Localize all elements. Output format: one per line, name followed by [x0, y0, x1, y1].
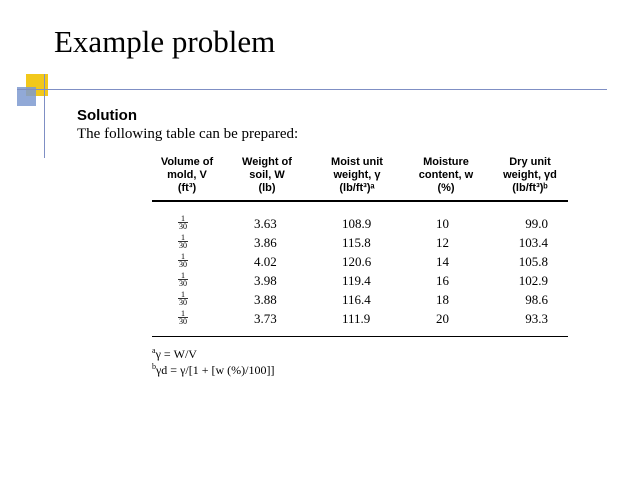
- table-bottom-rule: [152, 336, 568, 338]
- header-line: (ft³): [177, 182, 197, 194]
- header-line: (%): [437, 182, 455, 194]
- table-row: [152, 214, 568, 233]
- cell-volume: [176, 234, 190, 249]
- header-line: (lb): [258, 182, 276, 194]
- volume-denominator: 30: [179, 240, 187, 250]
- table-row: [152, 252, 568, 271]
- header-moist-unit-weight: [320, 156, 394, 195]
- cell-moist-unit-weight: 115.8: [342, 234, 371, 250]
- footnote-marker: a: [152, 346, 156, 355]
- cell-dry-unit-weight: 98.6: [525, 291, 548, 307]
- header-line: Moisture: [423, 156, 469, 168]
- table-header: [152, 156, 568, 200]
- decor-vertical-line: [44, 74, 45, 158]
- table-row: [152, 271, 568, 290]
- cell-weight: 3.63: [254, 215, 277, 231]
- cell-dry-unit-weight: 99.0: [525, 215, 548, 231]
- cell-moist-unit-weight: 108.9: [342, 215, 372, 231]
- header-line: Dry unit: [509, 156, 551, 168]
- volume-denominator: 30: [179, 278, 187, 288]
- volume-numerator: 1: [181, 232, 185, 242]
- cell-dry-unit-weight: 103.4: [518, 234, 548, 250]
- cell-weight: 3.86: [254, 234, 277, 250]
- header-line: weight, γd: [503, 169, 557, 181]
- volume-numerator: 1: [181, 251, 185, 261]
- cell-moist-unit-weight: 111.9: [342, 310, 371, 326]
- cell-weight: 3.73: [254, 310, 277, 326]
- cell-volume: [176, 291, 190, 306]
- cell-moist-unit-weight: 119.4: [342, 272, 371, 288]
- cell-weight: 4.02: [254, 253, 277, 269]
- volume-denominator: 30: [179, 259, 187, 269]
- footnote-text: γ = W/V: [155, 347, 197, 361]
- footnote-marker: b: [152, 362, 156, 371]
- header-line: Weight of: [242, 156, 292, 168]
- footnote-a: [152, 346, 197, 362]
- header-line: content, w: [418, 169, 474, 181]
- cell-weight: 3.98: [254, 272, 277, 288]
- header-volume: [152, 156, 222, 195]
- slide-title: Example problem: [54, 24, 276, 59]
- table-row: [152, 233, 568, 252]
- decor-horizontal-line: [17, 89, 607, 90]
- cell-moisture-content: 12: [436, 234, 449, 250]
- cell-volume: [176, 253, 190, 268]
- cell-volume: [176, 272, 190, 287]
- header-line: weight, γ: [333, 169, 381, 181]
- header-line: mold, V: [167, 169, 207, 181]
- header-line: (lb/ft³)ᵃ: [339, 182, 375, 194]
- volume-numerator: 1: [181, 308, 185, 318]
- header-line: (lb/ft³)ᵇ: [512, 182, 548, 194]
- header-dry-unit-weight: [492, 156, 568, 195]
- solution-heading: Solution: [77, 107, 137, 124]
- cell-moisture-content: 20: [436, 310, 449, 326]
- header-line: soil, W: [249, 169, 285, 181]
- cell-moisture-content: 14: [436, 253, 449, 269]
- footnote-b: [152, 362, 274, 378]
- cell-weight: 3.88: [254, 291, 277, 307]
- header-line: Moist unit: [331, 156, 383, 168]
- cell-dry-unit-weight: 102.9: [518, 272, 548, 288]
- compaction-table: [152, 156, 568, 337]
- table-body: [152, 202, 568, 326]
- volume-denominator: 30: [179, 221, 187, 231]
- volume-denominator: 30: [179, 297, 187, 307]
- cell-moisture-content: 18: [436, 291, 449, 307]
- cell-moist-unit-weight: 116.4: [342, 291, 371, 307]
- header-line: Volume of: [160, 156, 214, 168]
- volume-numerator: 1: [181, 270, 185, 280]
- cell-moisture-content: 16: [436, 272, 449, 288]
- cell-volume: [176, 215, 190, 230]
- volume-numerator: 1: [181, 213, 185, 223]
- cell-dry-unit-weight: 93.3: [525, 310, 548, 326]
- header-moisture-content: [404, 156, 488, 195]
- cell-dry-unit-weight: 105.8: [518, 253, 548, 269]
- header-weight: [232, 156, 302, 195]
- cell-volume: [176, 310, 190, 325]
- volume-denominator: 30: [179, 316, 187, 326]
- table-row: [152, 309, 568, 328]
- intro-text: The following table can be prepared:: [77, 126, 299, 142]
- volume-numerator: 1: [181, 289, 185, 299]
- cell-moisture-content: 10: [436, 215, 449, 231]
- cell-moist-unit-weight: 120.6: [342, 253, 372, 269]
- footnote-text: γd = γ/[1 + [w (%)/100]]: [156, 363, 275, 377]
- table-row: [152, 290, 568, 309]
